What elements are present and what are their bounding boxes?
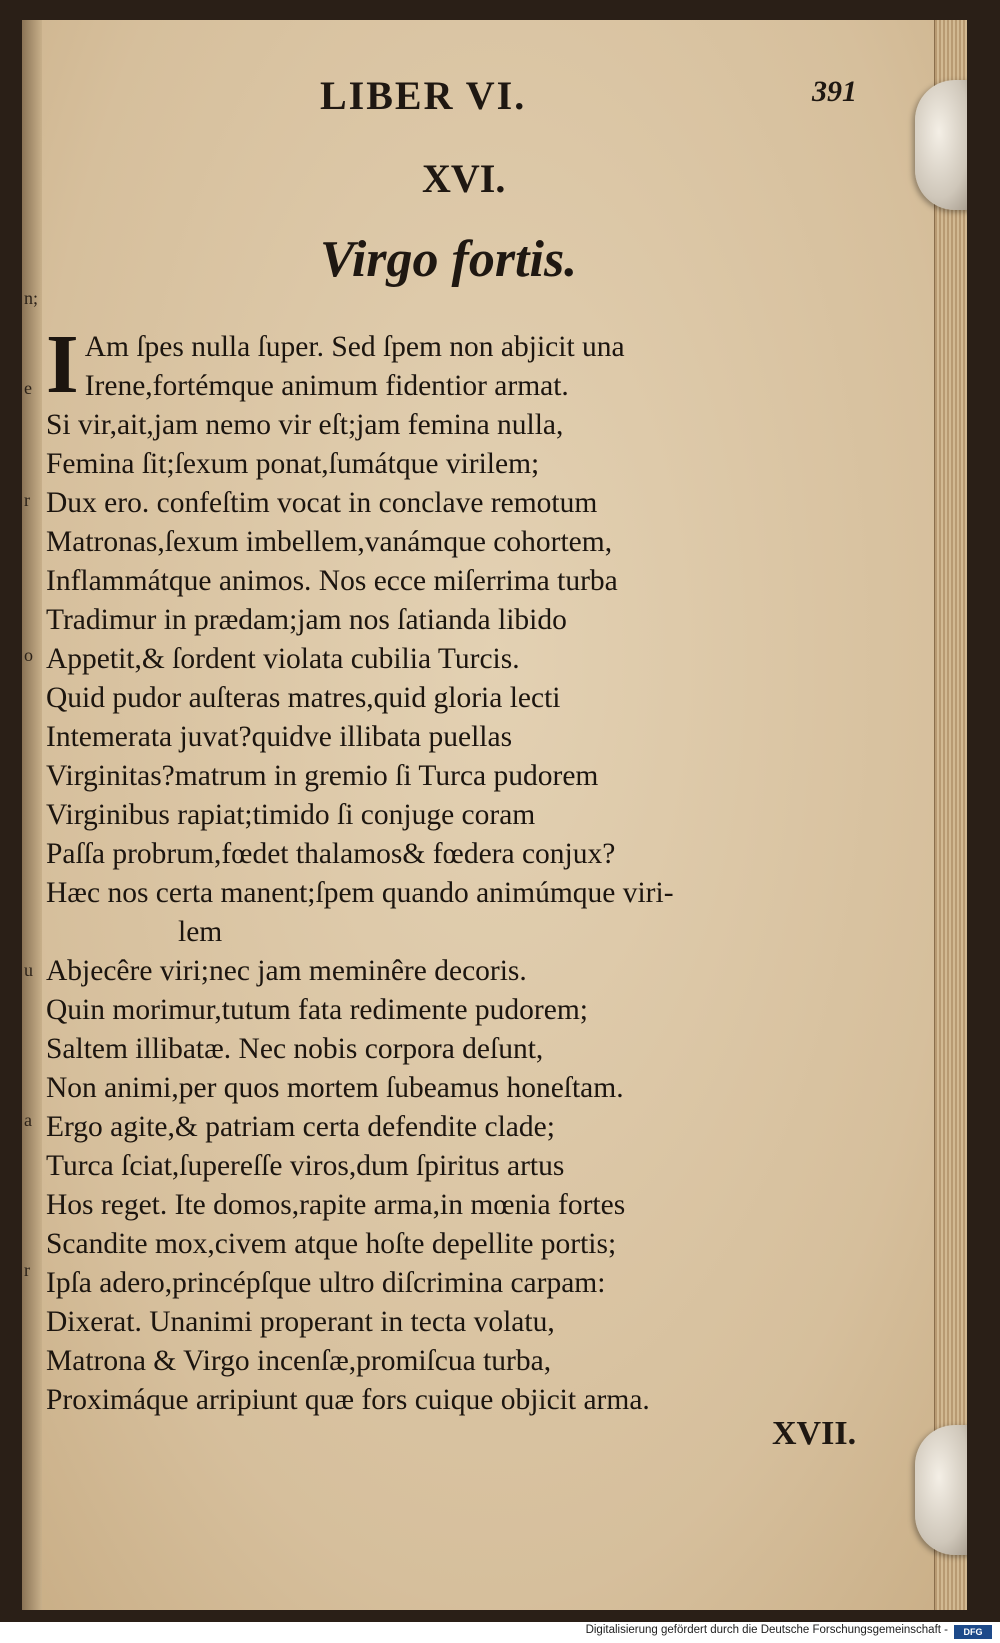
margin-glyph: r [24, 1260, 30, 1280]
verse-line: Ergo agite,& patriam certa defendite clade; [46, 1111, 555, 1143]
clasp-top-icon [915, 80, 967, 210]
verse-line: Proximáque arripiunt quæ fors cuique objicit arma. [46, 1384, 650, 1416]
page-fore-edge [934, 20, 967, 1610]
verse-turnover: lem [178, 916, 223, 948]
verse-line: Femina ſit;ſexum ponat,ſumátque virilem; [46, 448, 540, 480]
verse-line: Si vir,ait,jam nemo vir eſt;jam femina nulla, [46, 409, 564, 441]
verse-line: Tradimur in prædam;jam nos ſatianda libido [46, 604, 567, 636]
verse-line: Quin morimur,tutum fata redimente pudorem; [46, 994, 588, 1026]
page-gutter [22, 20, 42, 1610]
verse-line: Hæc nos certa manent;ſpem quando animúmque viri- [46, 877, 674, 909]
poem-title: Virgo fortis. [320, 231, 578, 288]
margin-glyph: a [24, 1110, 32, 1130]
verse-line: Matrona & Virgo incenſæ,promiſcua turba, [46, 1345, 552, 1377]
verse-line [46, 318, 906, 411]
verse-line: Intemerata juvat?quidve illibata puellas [46, 721, 513, 753]
margin-glyph: r [24, 490, 30, 510]
clasp-bottom-icon [915, 1425, 967, 1555]
margin-glyph: e [24, 378, 32, 398]
margin-glyph: o [24, 645, 33, 665]
page-number: 391 [812, 75, 857, 108]
book-page [22, 20, 967, 1610]
verse-line: Dixerat. Unanimi properant in tecta volatu, [46, 1306, 555, 1338]
poem-number: XVI. [422, 156, 506, 201]
digitization-footer [0, 1622, 1000, 1643]
running-head: LIBER VI. [320, 73, 527, 118]
verse-line: Ipſa adero,princépſque ultro diſcrimina carpam: [46, 1267, 606, 1299]
verse-line: Paſſa probrum,fœdet thalamos& fœdera conjux? [46, 838, 616, 870]
margin-glyph: n; [24, 288, 39, 308]
verse-line: Virginibus rapiat;timido ſi conjuge coram [46, 799, 536, 831]
margin-glyph: u [24, 960, 33, 980]
catchword: XVII. [772, 1415, 857, 1452]
verse-line: Turca ſciat,ſupereſſe viros,dum ſpiritus artus [46, 1150, 565, 1182]
verse-line-text: Am ſpes nulla ſuper. Sed ſpem non abjicit una [84, 331, 625, 363]
dfg-logo-icon: DFG [954, 1625, 992, 1639]
funding-credit: Digitalisierung gefördert durch die Deutsche Forschungsgemeinschaft - [585, 1624, 948, 1636]
verse-line: Scandite mox,civem atque hoſte depellite portis; [46, 1228, 617, 1260]
verse-line: Appetit,& ſordent violata cubilia Turcis. [46, 643, 520, 675]
verse-line: Irene,fortémque animum fidentior armat. [84, 370, 569, 402]
verse-line: Non animi,per quos mortem ſubeamus honeſtam. [46, 1072, 624, 1104]
verse-line: Matronas,ſexum imbellem,vanámque cohortem, [46, 526, 613, 558]
drop-capital: I [46, 318, 79, 411]
verse-line: Quid pudor auſteras matres,quid gloria lecti [46, 682, 561, 714]
poem-verses [46, 318, 906, 1420]
verse-line: Saltem illibatæ. Nec nobis corpora deſunt, [46, 1033, 544, 1065]
verse-line: Hos reget. Ite domos,rapite arma,in mœnia fortes [46, 1189, 626, 1221]
verse-line: Virginitas?matrum in gremio ſi Turca pudorem [46, 760, 599, 792]
verse-line: Dux ero. confeſtim vocat in conclave remotum [46, 487, 598, 519]
verse-line: Inflammátque animos. Nos ecce miſerrima turba [46, 565, 618, 597]
verse-line: Abjecêre viri;nec jam meminêre decoris. [46, 955, 527, 987]
